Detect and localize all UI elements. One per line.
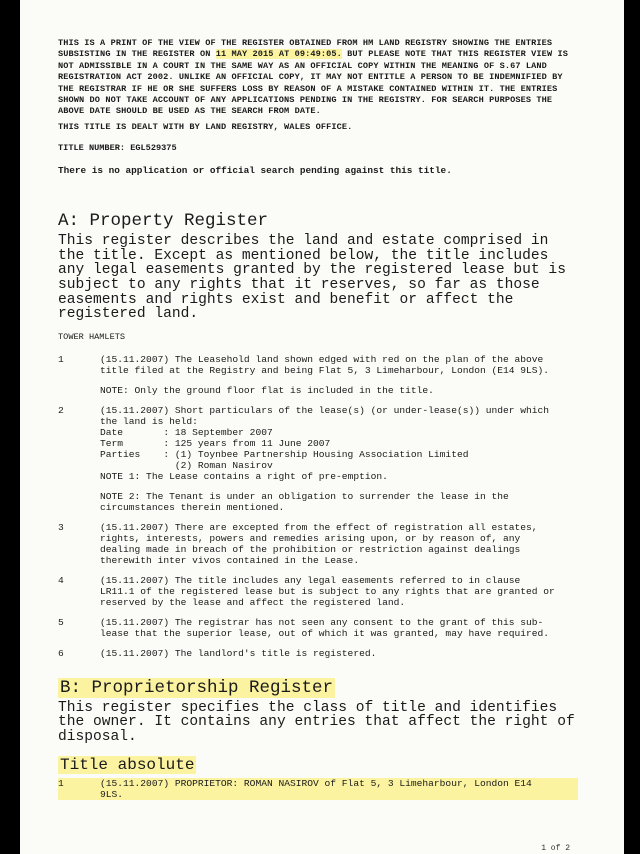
property-entry-5: 5 (15.11.2007) The registrar has not seen any consent to the grant of this sub-lease that the superior lease, out of which it was granted, may have required. — [58, 616, 550, 639]
proprietorship-register-description: This register specifies the class of title and identifies the owner. It contains any entries that affect the right of disposal. — [58, 699, 575, 745]
district-label: TOWER HAMLETS — [58, 331, 126, 342]
property-entry-1: 1 (15.11.2007) The Leasehold land shown edged with red on the plan of the above title filed at the Registry and being Flat 5, 3 Limeharbour, London (E14 9LS). NOTE: Only the ground floor flat is included in the title. — [58, 354, 578, 396]
title-class-heading: Title absolute — [60, 755, 195, 774]
office-statement: THIS TITLE IS DEALT WITH BY LAND REGISTRY, WALES OFFICE. — [58, 121, 353, 132]
entry-note: NOTE 2: The Tenant is under an obligation to surrender the lease in the circumstances therein mentioned. — [100, 490, 509, 513]
property-register-heading: A: Property Register — [58, 211, 269, 232]
register-datetime: 11 MAY 2015 AT 09:49:05. — [215, 49, 342, 60]
entry-note: NOTE: Only the ground floor flat is included in the title. — [100, 384, 434, 396]
register-content — [58, 38, 578, 800]
pending-statement: There is no application or official search pending against this title. — [58, 165, 452, 177]
property-entry-2: 2 (15.11.2007) Short particulars of the lease(s) (or under-lease(s)) under which the land is held: Date : 18 September 2007 Term : 125 years from 11 June 2007 Parties : (1) Toynbee Partnership Housing Association Limited (2) Roman Nasirov NOTE 1: The Lease contains a right of pre-emption. NOTE 2: The Tenant is under an obligation to surrender the lease in the circumstances therein mentioned. — [58, 405, 578, 513]
lease-particulars: Date : 18 September 2007 Term : 125 years from 11 June 2007 Parties : (1) Toynbee Partnership Housing Association Limited (2) Roman Nasirov — [100, 426, 469, 471]
property-register-description: This register describes the land and estate comprised in the title. Except as mentioned below, the title includes any legal easements granted by the registered lease but is subject to any rights that it reserves, so far as those easements and rights exist and benefit or affect the registered land. — [58, 233, 566, 323]
register-disclaimer: THIS IS A PRINT OF THE VIEW OF THE REGISTER OBTAINED FROM HM LAND REGISTRY SHOWING THE ENTRIES SUBSISTING IN THE REGISTER ON 11 MAY 2015 AT 09:49:05. BUT PLEASE NOTE THAT THIS REGISTER VIEW IS NOT ADMISSIBLE IN A COURT IN THE SAME WAY AS AN OFFICIAL COPY WITHIN THE MEANING OF S.67 LAND REGISTRATION ACT 2002. UNLIKE AN OFFICIAL COPY, IT MAY NOT ENTITLE A PERSON TO BE INDEMNIFIED BY THE REGISTRAR IF HE OR SHE SUFFERS LOSS BY REASON OF A MISTAKE CONTAINED WITHIN IT. THE ENTRIES SHOWN DO NOT TAKE ACCOUNT OF ANY APPLICATIONS PENDING IN THE REGISTRY. FOR SEARCH PURPOSES THE ABOVE DATE SHOULD BE USED AS THE SEARCH FROM DATE. — [58, 38, 568, 117]
proprietor-entry: 1 (15.11.2007) PROPRIETOR: ROMAN NASIROV of Flat 5, 3 Limeharbour, London E14 9LS. — [58, 778, 578, 800]
proprietorship-register-heading: B: Proprietorship Register — [60, 677, 334, 698]
property-entry-4: 4 (15.11.2007) The title includes any legal easements referred to in clause LR11.1 of the registered lease but is subject to any rights that are granted or reserved by the lease and affect the registered land. — [58, 574, 555, 608]
register-page — [20, 0, 624, 854]
title-number: TITLE NUMBER: EGL529375 — [58, 143, 177, 154]
entry-note: NOTE 1: The Lease contains a right of pre-emption. — [100, 470, 388, 482]
page-number: 1 of 2 — [541, 844, 570, 853]
property-entry-3: 3 (15.11.2007) There are excepted from the effect of registration all estates, rights, interests, powers and remedies arising upon, or by reason of, any dealing made in breach of the prohibition or restriction against dealings therewith inter vivos contained in the Lease. — [58, 521, 538, 566]
property-entry-6: 6 (15.11.2007) The landlord's title is registered. — [58, 647, 377, 659]
